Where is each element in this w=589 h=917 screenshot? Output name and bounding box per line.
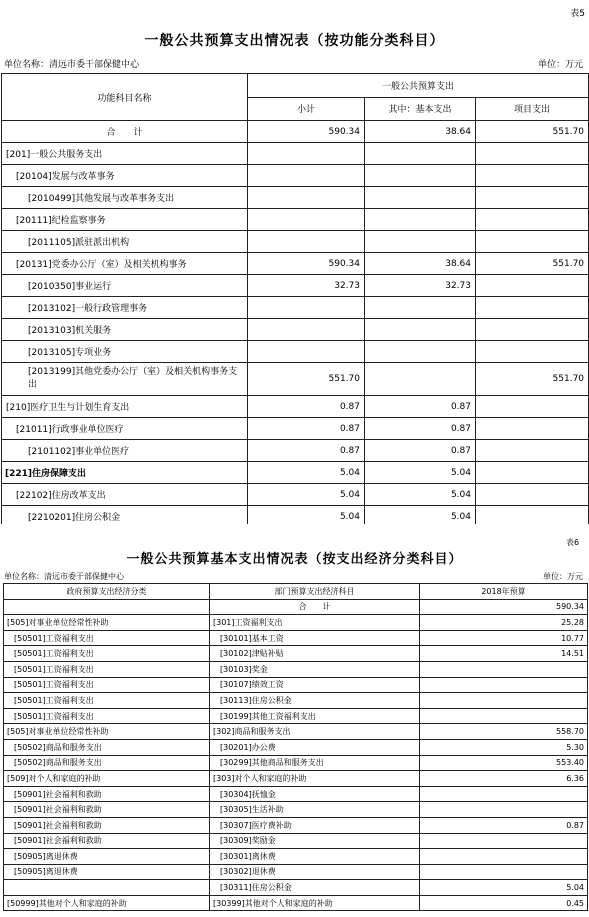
row-name: [2210201]住房公积金 (2, 506, 248, 528)
row-name: [20131]党委办公厅（室）及相关机构事务 (2, 253, 248, 275)
row-subtotal (248, 231, 365, 253)
total-row (4, 599, 588, 615)
row-basic: 0.87 (365, 440, 476, 462)
total-value: 590.34 (420, 599, 588, 615)
table-row (4, 864, 588, 880)
row-project (476, 341, 589, 363)
table-row (4, 849, 588, 865)
table-row (4, 708, 588, 724)
row-dept: [30302]退休费 (210, 864, 420, 880)
row-project: 551.70 (476, 363, 589, 396)
row-gov: [50501]工资福利支出 (4, 661, 210, 677)
row-dept: [30299]其他商品和服务支出 (210, 755, 420, 771)
row-name: [2013105]专项业务 (2, 341, 248, 363)
row-basic: 32.73 (365, 275, 476, 297)
unit-name: 单位名称：清远市委干部保健中心 (4, 60, 140, 70)
row-gov: [50999]其他对个人和家庭的补助 (4, 895, 210, 911)
unit-label: 单位：万元 (543, 572, 583, 581)
row-value (420, 693, 588, 709)
header-basic: 其中：基本支出 (365, 97, 476, 121)
row-gov: [50501]工资福利支出 (4, 630, 210, 646)
table-row (2, 484, 589, 506)
row-value: 5.30 (420, 739, 588, 755)
total-label: 合 计 (2, 121, 248, 143)
row-value: 6.36 (420, 771, 588, 787)
row-basic: 5.04 (365, 506, 476, 528)
row-subtotal (248, 341, 365, 363)
economic-budget-table (3, 583, 588, 911)
row-gov: [50901]社会福利和救助 (4, 786, 210, 802)
row-subtotal (248, 143, 365, 165)
table-row (4, 661, 588, 677)
table-row (4, 833, 588, 849)
table-row (4, 630, 588, 646)
row-value: 0.45 (420, 895, 588, 911)
total-basic: 38.64 (365, 121, 476, 143)
table-row (2, 319, 589, 341)
table-tag: 表6 (566, 538, 580, 547)
row-value (420, 786, 588, 802)
row-basic: 5.04 (365, 484, 476, 506)
row-name: [2013103]机关服务 (2, 319, 248, 341)
row-gov: [50502]商品和服务支出 (4, 755, 210, 771)
row-dept: [30399]其他对个人和家庭的补助 (210, 895, 420, 911)
row-basic (365, 165, 476, 187)
row-basic: 5.04 (365, 462, 476, 484)
row-value: 14.51 (420, 646, 588, 662)
table-row (2, 231, 589, 253)
table-row (4, 615, 588, 631)
row-project (476, 143, 589, 165)
row-subtotal: 0.87 (248, 396, 365, 418)
row-basic: 0.87 (365, 396, 476, 418)
function-budget-table (1, 73, 589, 528)
row-gov: [50905]离退休费 (4, 849, 210, 865)
table-row (2, 363, 589, 396)
row-name: [21011]行政事业单位医疗 (2, 418, 248, 440)
row-value (420, 708, 588, 724)
row-dept: [30113]住房公积金 (210, 693, 420, 709)
header-gov-class: 政府预算支出经济分类 (4, 584, 210, 600)
page-title: 一般公共预算基本支出情况表（按支出经济分类科目） (126, 552, 463, 567)
row-basic (365, 297, 476, 319)
row-basic (365, 143, 476, 165)
row-project (476, 462, 589, 484)
table-row (4, 677, 588, 693)
row-dept: [30301]离休费 (210, 849, 420, 865)
table-tag: 表5 (570, 9, 585, 19)
row-subtotal (248, 209, 365, 231)
row-gov: [50501]工资福利支出 (4, 677, 210, 693)
row-name: [20104]发展与改革事务 (2, 165, 248, 187)
row-basic (365, 187, 476, 209)
row-value: 553.40 (420, 755, 588, 771)
row-name: [22102]住房改革支出 (2, 484, 248, 506)
row-subtotal (248, 319, 365, 341)
row-dept: [30305]生活补助 (210, 802, 420, 818)
row-value (420, 833, 588, 849)
row-name: [2101102]事业单位医疗 (2, 440, 248, 462)
row-name: [210]医疗卫生与计划生育支出 (2, 396, 248, 418)
page-cut (0, 524, 589, 538)
row-gov: [50901]社会福利和救助 (4, 802, 210, 818)
row-project (476, 319, 589, 341)
row-subtotal: 32.73 (248, 275, 365, 297)
row-value: 5.04 (420, 880, 588, 896)
row-subtotal: 5.04 (248, 506, 365, 528)
row-value (420, 677, 588, 693)
row-gov: [50501]工资福利支出 (4, 693, 210, 709)
unit-name: 单位名称：清远市委干部保健中心 (4, 572, 124, 581)
row-gov: [50901]社会福利和救助 (4, 817, 210, 833)
row-basic: 38.64 (365, 253, 476, 275)
row-basic: 0.87 (365, 418, 476, 440)
table-row (2, 418, 589, 440)
row-project (476, 418, 589, 440)
row-subtotal: 0.87 (248, 418, 365, 440)
header-project: 项目支出 (476, 97, 589, 121)
row-basic (365, 231, 476, 253)
row-basic (365, 341, 476, 363)
row-dept: [303]对个人和家庭的补助 (210, 771, 420, 787)
row-name: [2011105]派驻派出机构 (2, 231, 248, 253)
row-subtotal (248, 297, 365, 319)
row-project (476, 275, 589, 297)
table-row (4, 646, 588, 662)
table-row (2, 143, 589, 165)
row-dept: [30199]其他工资福利支出 (210, 708, 420, 724)
row-name: [2010350]事业运行 (2, 275, 248, 297)
row-project (476, 231, 589, 253)
table-row (2, 209, 589, 231)
row-basic (365, 363, 476, 396)
table-row (2, 341, 589, 363)
table-row (4, 895, 588, 911)
row-dept: [302]商品和服务支出 (210, 724, 420, 740)
table-row (2, 396, 589, 418)
row-gov: [50501]工资福利支出 (4, 646, 210, 662)
row-gov: [50901]社会福利和救助 (4, 833, 210, 849)
total-label: 合 计 (210, 599, 420, 615)
row-gov: [505]对事业单位经常性补助 (4, 615, 210, 631)
row-value: 0.87 (420, 817, 588, 833)
table-row (4, 786, 588, 802)
row-dept: [30103]奖金 (210, 661, 420, 677)
row-value (420, 849, 588, 865)
row-gov: [505]对事业单位经常性补助 (4, 724, 210, 740)
row-subtotal: 5.04 (248, 484, 365, 506)
row-subtotal: 5.04 (248, 462, 365, 484)
table-row (2, 253, 589, 275)
row-name: [2010499]其他发展与改革事务支出 (2, 187, 248, 209)
row-gov: [509]对个人和家庭的补助 (4, 771, 210, 787)
row-subtotal: 0.87 (248, 440, 365, 462)
row-value (420, 661, 588, 677)
row-gov: [50905]离退休费 (4, 864, 210, 880)
row-subtotal (248, 187, 365, 209)
row-dept: [301]工资福利支出 (210, 615, 420, 631)
row-project: 551.70 (476, 253, 589, 275)
row-dept: [30309]奖励金 (210, 833, 420, 849)
row-project (476, 209, 589, 231)
row-project (476, 165, 589, 187)
row-dept: [30201]办公费 (210, 739, 420, 755)
table-row (4, 755, 588, 771)
row-value (420, 864, 588, 880)
table-row (4, 817, 588, 833)
row-project (476, 396, 589, 418)
row-project (476, 297, 589, 319)
header-dept-class: 部门预算支出经济科目 (210, 584, 420, 600)
row-subtotal: 590.34 (248, 253, 365, 275)
row-name: [2013102]一般行政管理事务 (2, 297, 248, 319)
row-gov: [50501]工资福利支出 (4, 708, 210, 724)
header-budget-group: 一般公共预算支出 (248, 74, 589, 98)
row-name: [201]一般公共服务支出 (2, 143, 248, 165)
table-row (4, 739, 588, 755)
row-value (420, 802, 588, 818)
total-subtotal: 590.34 (248, 121, 365, 143)
row-dept: [30304]抚恤金 (210, 786, 420, 802)
row-basic (365, 209, 476, 231)
table-row (2, 187, 589, 209)
header-subtotal: 小计 (248, 97, 365, 121)
row-subtotal: 551.70 (248, 363, 365, 396)
row-project (476, 187, 589, 209)
row-project (476, 484, 589, 506)
unit-label: 单位：万元 (537, 60, 583, 70)
table-row (2, 297, 589, 319)
row-name: [221]住房保障支出 (2, 462, 248, 484)
row-dept: [30307]医疗费补助 (210, 817, 420, 833)
table-row (4, 724, 588, 740)
total-row (2, 121, 589, 143)
row-dept: [30311]住房公积金 (210, 880, 420, 896)
row-project (476, 440, 589, 462)
row-value: 25.28 (420, 615, 588, 631)
table-row (2, 440, 589, 462)
header-function-name: 功能科目名称 (2, 74, 248, 121)
row-gov (4, 880, 210, 896)
row-basic (365, 319, 476, 341)
table-row (2, 165, 589, 187)
row-name: [2013199]其他党委办公厅（室）及相关机构事务支出 (2, 363, 248, 396)
table-row (2, 275, 589, 297)
row-name: [20111]纪检监察事务 (2, 209, 248, 231)
row-value: 558.70 (420, 724, 588, 740)
table-row (2, 462, 589, 484)
row-dept: [30101]基本工资 (210, 630, 420, 646)
row-value: 10.77 (420, 630, 588, 646)
table-row (4, 802, 588, 818)
table-row (4, 880, 588, 896)
header-year-budget: 2018年预算 (420, 584, 588, 600)
row-subtotal (248, 165, 365, 187)
table-row (4, 693, 588, 709)
row-dept: [30107]绩效工资 (210, 677, 420, 693)
total-project: 551.70 (476, 121, 589, 143)
row-gov: [50502]商品和服务支出 (4, 739, 210, 755)
table-row (4, 771, 588, 787)
page-title: 一般公共预算支出情况表（按功能分类科目） (144, 33, 445, 49)
row-dept: [30102]津贴补贴 (210, 646, 420, 662)
total-empty (4, 599, 210, 615)
